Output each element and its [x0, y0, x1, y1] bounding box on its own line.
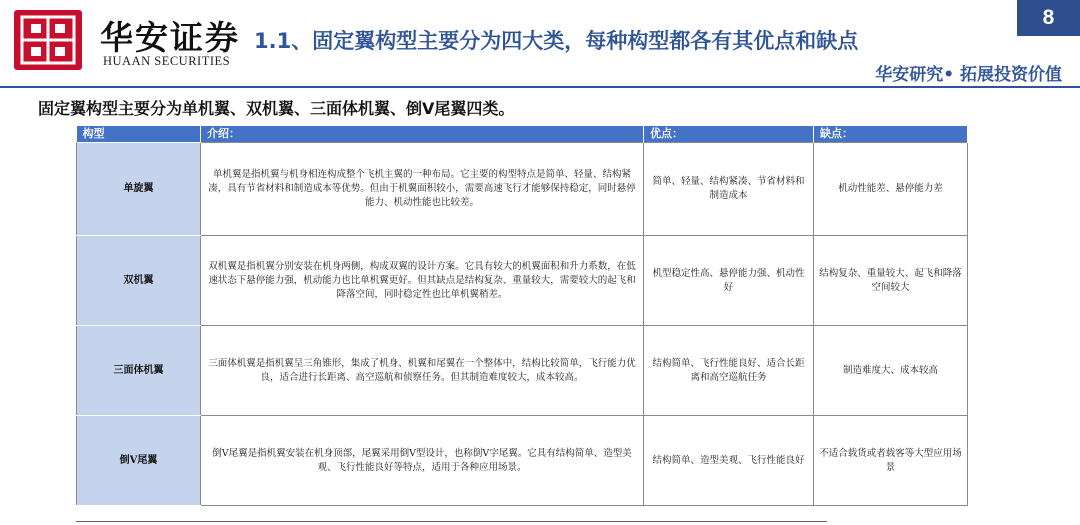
logo-emblem-icon	[14, 10, 82, 70]
header-type: 构型	[77, 126, 201, 143]
header-intro: 介绍：	[201, 126, 644, 143]
pros-cell: 结构简单、造型美观、飞行性能良好	[644, 416, 814, 506]
wing-configuration-table	[76, 126, 968, 506]
intro-cell: 单机翼是指机翼与机身相连构成整个飞机主翼的一种布局。它主要的构型特点是简单、轻量、结构紧凑，具有节省材料和制造成本等优势。但由于机翼面积较小，需要高速飞行才能够保持稳定，同时悬停能力、机动性能也比较差。	[201, 143, 644, 236]
type-cell: 三面体机翼	[77, 326, 201, 416]
cons-cell: 不适合载货或者载客等大型应用场景	[814, 416, 968, 506]
type-cell: 单旋翼	[77, 143, 201, 236]
table-row	[77, 236, 968, 326]
table-header-row	[77, 126, 968, 143]
slide-title: 1.1、固定翼构型主要分为四大类，每种构型都各有其优点和缺点	[254, 29, 859, 53]
tagline: 华安研究• 拓展投资价值	[875, 65, 1062, 85]
company-logo	[14, 10, 82, 70]
cons-cell: 机动性能差、悬停能力差	[814, 143, 968, 236]
header-cons: 缺点：	[814, 126, 968, 143]
table-row	[77, 143, 968, 236]
cons-cell: 结构复杂、重量较大、起飞和降落空间较大	[814, 236, 968, 326]
type-cell: 双机翼	[77, 236, 201, 326]
footer-divider	[76, 521, 827, 522]
brand-name-cn: 华安证券	[100, 18, 240, 57]
table-row	[77, 326, 968, 416]
pros-cell: 简单、轻量、结构紧凑、节省材料和制造成本	[644, 143, 814, 236]
pros-cell: 结构简单、飞行性能良好、适合长距离和高空巡航任务	[644, 326, 814, 416]
table-row	[77, 416, 968, 506]
header-pros: 优点：	[644, 126, 814, 143]
intro-cell: 双机翼是指机翼分别安装在机身两侧，构成双翼的设计方案。它具有较大的机翼面积和升力系数，在低速状态下悬停能力强，机动能力也比单机翼更好。但其缺点是结构复杂、重量较大，需要较大的起飞和降落空间，同时稳定性也比单机翼稍差。	[201, 236, 644, 326]
cons-cell: 制造难度大、成本较高	[814, 326, 968, 416]
intro-cell: 三面体机翼是指机翼呈三角锥形，集成了机身、机翼和尾翼在一个整体中，结构比较简单，飞行能力优良，适合进行长距离、高空巡航和侦察任务。但其制造难度较大，成本较高。	[201, 326, 644, 416]
intro-text: 固定翼构型主要分为单机翼、双机翼、三面体机翼、倒V尾翼四类。	[38, 99, 515, 118]
page-number: 8	[1017, 0, 1080, 36]
header-divider	[0, 86, 1080, 88]
pros-cell: 机型稳定性高、悬停能力强、机动性好	[644, 236, 814, 326]
type-cell: 倒V尾翼	[77, 416, 201, 506]
brand-name-en: HUAAN SECURITIES	[103, 54, 231, 68]
intro-cell: 倒V尾翼是指机翼安装在机身顶部，尾翼采用倒V型设计，也称倒V字尾翼。它具有结构简单、造型美观、飞行性能良好等特点，适用于各种应用场景。	[201, 416, 644, 506]
